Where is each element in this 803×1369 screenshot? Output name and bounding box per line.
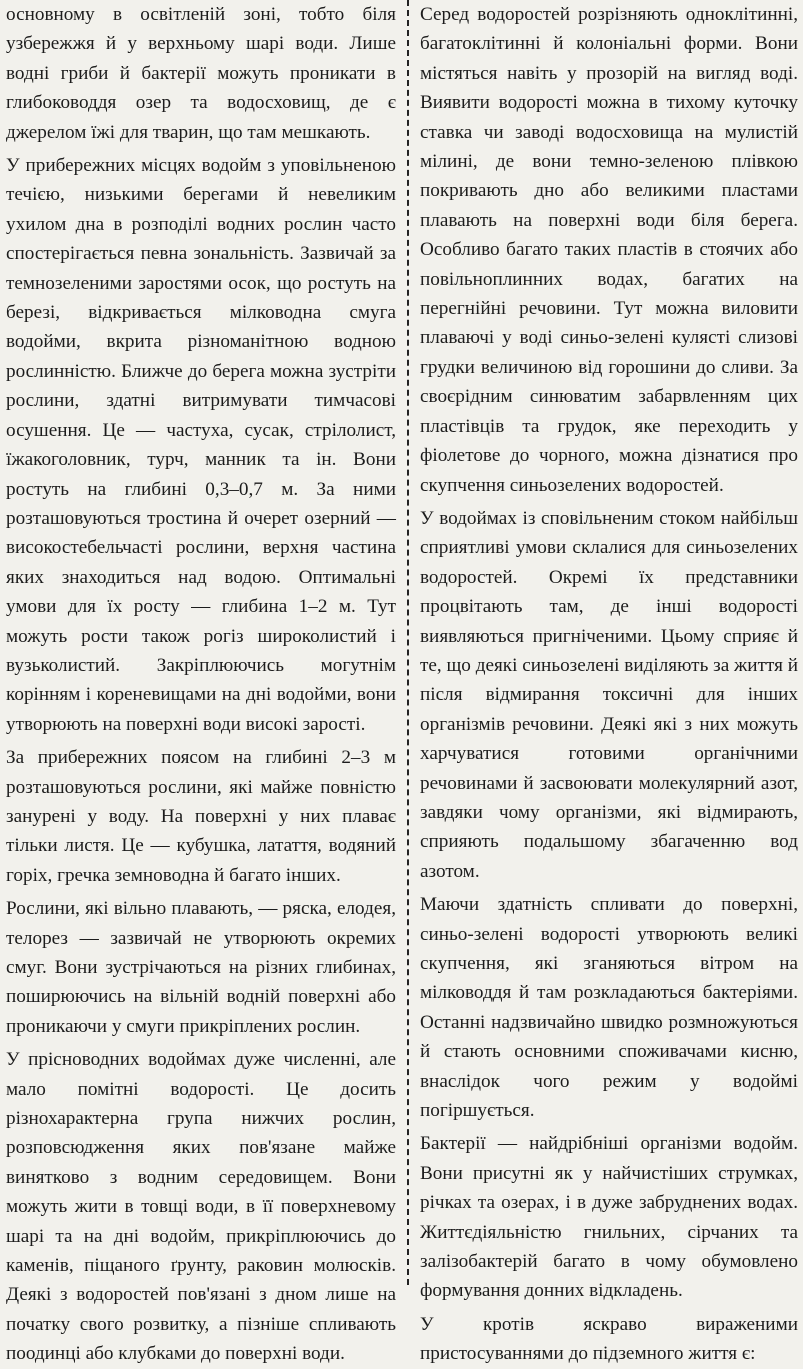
column-divider bbox=[407, 0, 409, 1285]
paragraph: У кротів яскраво вираженими пристосуваннями до підземного життя є: bbox=[420, 1313, 798, 1365]
left-text-column bbox=[6, 0, 396, 1369]
right-text-column bbox=[420, 0, 798, 1369]
paragraph: У водоймах із сповільненим стоком найбільш сприятливі умови склалися для синьозелених водоростей. Окремі їх представники процвітають там, де інші водорості виявляються пригніченими. Цьому сприяє й те, що деякі синьозелені виділяють за життя й після відмирання токсичні для інших організмів речовини. Деякі які з них можуть харчуватися готовими органічними речовинами й засвоювати молекулярний азот, завдяки чому організми, які відмирають, сприяють подальшому збагаченню вод азотом. bbox=[420, 507, 798, 882]
paragraph: У прісноводних водоймах дуже численні, але мало помітні водорості. Це досить різнохарактерна група нижчих рослин, розповсюдження яких пов'язане майже винятково з водним середовищем. Вони можуть жити в товщі води, в її поверхневому шарі та на дні водойм, прикріплюючись до каменів, піщаного ґрунту, раковин молюсків. Деякі з водоростей пов'язані з дном лише на початку свого розвитку, а пізніше спливають поодинці або клубками до поверхні води. bbox=[6, 1049, 396, 1365]
paragraph: Серед водоростей розрізняють одноклітинні, багатоклітинні й колоніальні форми. Вони містяться навіть у прозорій на вигляд воді. Виявити водорості можна в тихому куточку ставка чи заводі водосховища на мулистій мілині, де вони темно-зеленою плівкою покривають дно або великими пластами плавають на поверхні води біля берега. Особливо багато таких пластів в стоячих або повільноплинних водах, багатих на перегнійні речовини. Тут можна виловити плаваючі у воді синьо-зелені кулясті слизові грудки величиною від горошини до сливи. За своєрідним синюватим забарвленням цих пластівців та грудок, яке переходить у фіолетове до чорного, можна дізнатися про скупчення синьозелених водоростей. bbox=[420, 4, 798, 496]
paragraph: Бактерії — найдрібніші організми водойм. Вони присутні як у найчистіших струмках, річках та озерах, і в дуже забруднених водах. Життєдіяльністю гнильних, сірчаних та залізобактерій багато в чому обумовлено формування донних відкладень. bbox=[420, 1133, 798, 1302]
paragraph: У прибережних місцях водойм з уповільненою течією, низькими берегами й невеликим ухилом дна в розподілі водних рослин часто спостерігається певна зональність. Зазвичай за темнозеленими заростями осок, що ростуть на березі, відкривається мілководна смуга водойми, вкрита різноманітною водною рослинністю. Ближче до берега можна зустріти рослини, здатні витримувати тимчасові осушення. Це — частуха, сусак, стрілолист, їжакоголовник, турч, манник та ін. Вони ростуть на глибині 0,3–0,7 м. За ними розташовуються тростина й очерет озерний — високостебельчасті рослини, верхня частина яких знаходиться над водою. Оптимальні умови для їх росту — глибина 1–2 м. Тут можуть рости також рогіз широколистий і вузьколистий. Закріплюючись могутнім корінням і кореневищами на дні водойми, вони утворюють на поверхні води високі зарості. bbox=[6, 155, 396, 735]
paragraph: основному в освітленій зоні, тобто біля узбережжя й у верхньому шарі води. Лише водні гриби й бактерії можуть проникати в глибоководдя озер та водосховищ, де є джерелом їжі для тварин, що там мешкають. bbox=[6, 4, 396, 143]
paragraph: За прибережних поясом на глибині 2–3 м розташовуються рослини, які майже повністю занурені у воду. На поверхні у них плаває тільки листя. Це — кубушка, латаття, водяний горіх, гречка земноводна й багато інших. bbox=[6, 747, 396, 886]
paragraph: Маючи здатність спливати до поверхні, синьо-зелені водорості утворюють великі скупчення, які зганяються вітром на мілководдя й там розкладаються бактеріями. Останні надзвичайно швидко розмножуються й стають основними споживачами кисню, внаслідок чого режим у водоймі погіршується. bbox=[420, 894, 798, 1122]
paragraph: Рослини, які вільно плавають, — ряска, елодея, телорез — зазвичай не утворюють окремих смуг. Вони зустрічаються на різних глибинах, поширюючись на вільній водній поверхні або проникаючи у смуги прикріплених рослин. bbox=[6, 898, 396, 1037]
